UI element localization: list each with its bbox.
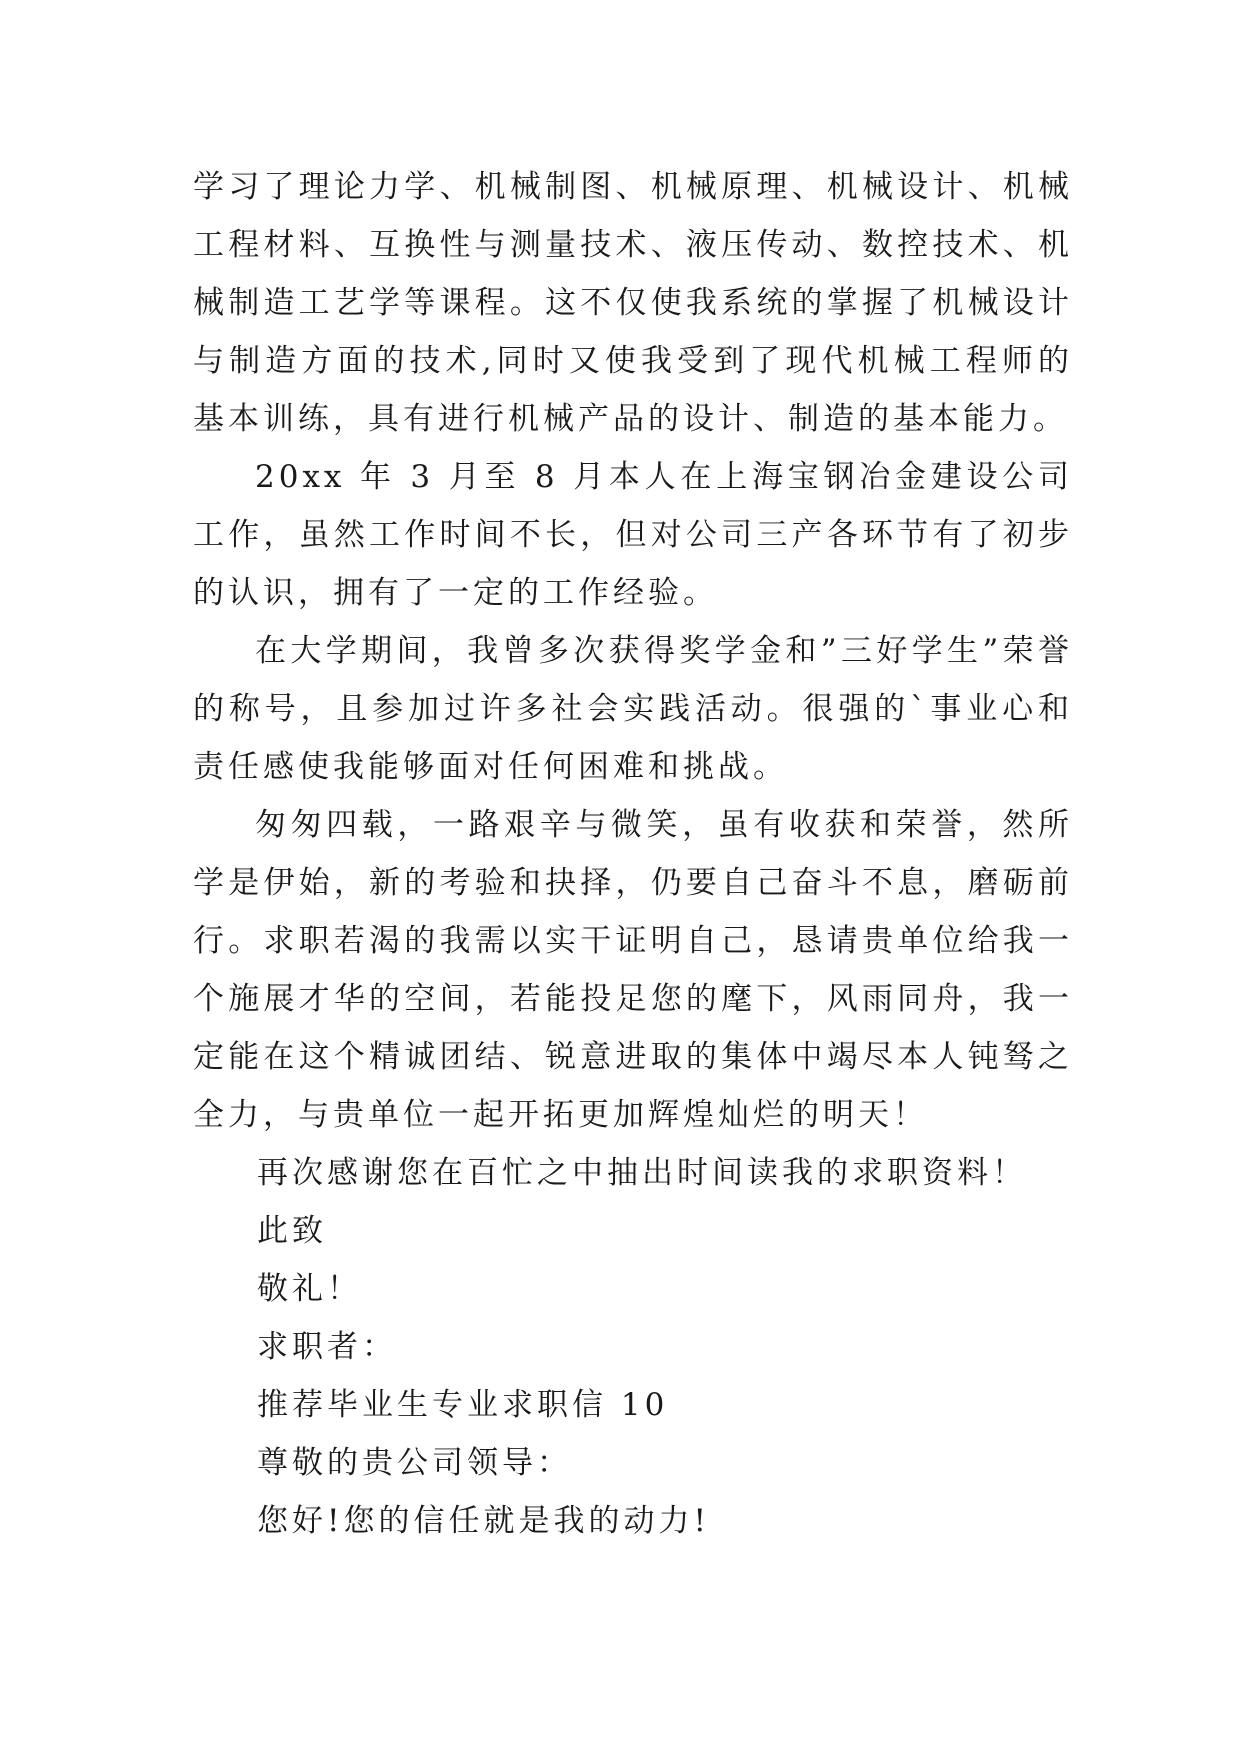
opening-line: 您好!您的信任就是我的动力! xyxy=(257,1503,710,1539)
paragraph-closing-appeal: 匆匆四载，一路艰辛与微笑，虽有收获和荣誉，然所学是伊始，新的考验和抉择，仍要自己奋斗不息，磨砺前行。求职若渴的我需以实干证明自己，恳请贵单位给我一个施展才华的空间，若能投足您的麾下，风雨同舟，我一定能在这个精诚团结、锐意进取的集体中竭尽本人钝驽之全力，与贵单位一起开拓更加辉煌灿烂的明天！ xyxy=(193,807,1073,1133)
thanks-line: 再次感谢您在百忙之中抽出时间读我的求职资料！ xyxy=(257,1155,1027,1191)
applicant-signature: 求职者： xyxy=(257,1329,397,1365)
paragraph-work-experience: 20xx 年 3 月至 8 月本人在上海宝钢冶金建设公司工作，虽然工作时间不长，但对公司三产各环节有了初步的认识，拥有了一定的工作经验。 xyxy=(193,459,1073,611)
salutation-jingli: 敬礼！ xyxy=(257,1271,362,1307)
salutation-cizhi: 此致 xyxy=(257,1213,327,1249)
section-heading: 推荐毕业生专业求职信 10 xyxy=(257,1387,669,1423)
recipient-greeting: 尊敬的贵公司领导： xyxy=(257,1445,572,1481)
letter-body xyxy=(193,158,1073,1550)
paragraph-education: 学习了理论力学、机械制图、机械原理、机械设计、机械工程材料、互换性与测量技术、液压传动、数控技术、机械制造工艺学等课程。这不仅使我系统的掌握了机械设计与制造方面的技术,同时又使我受到了现代机械工程师的基本训练，具有进行机械产品的设计、制造的基本能力。 xyxy=(193,169,1073,437)
paragraph-honors: 在大学期间，我曾多次获得奖学金和”三好学生”荣誉的称号，且参加过许多社会实践活动。很强的`事业心和责任感使我能够面对任何困难和挑战。 xyxy=(193,633,1073,785)
